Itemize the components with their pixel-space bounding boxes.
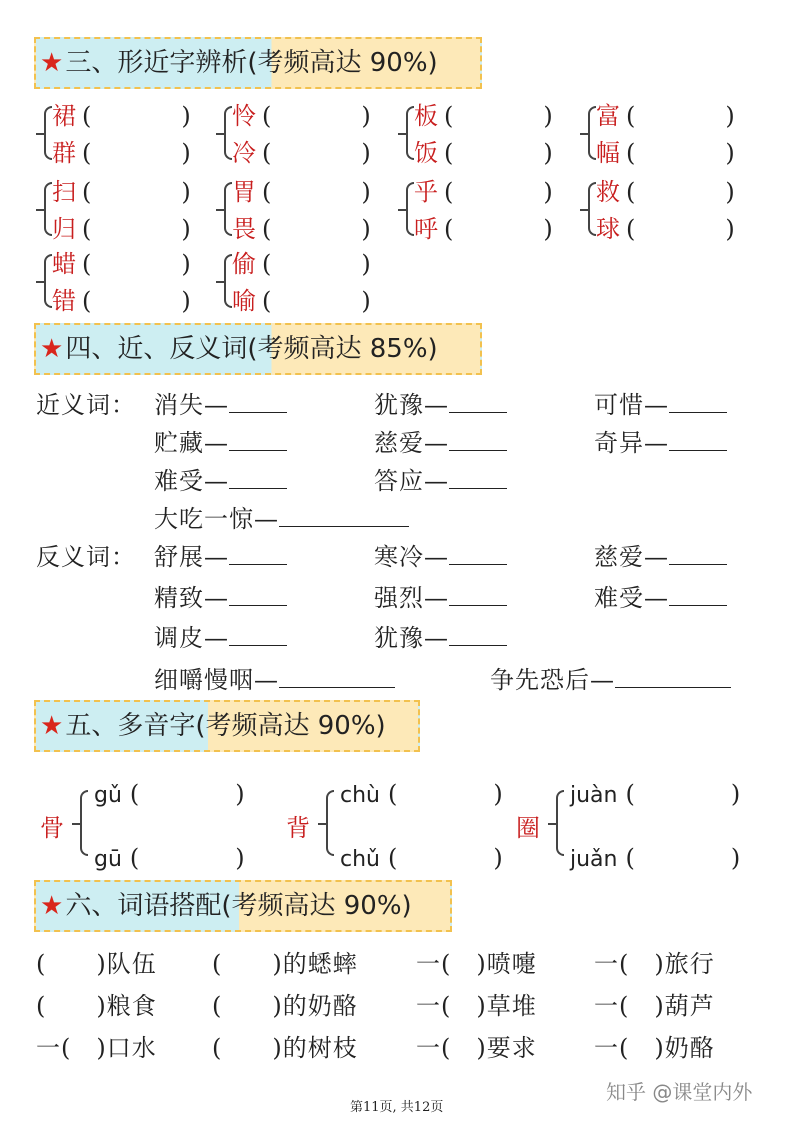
pair-brace xyxy=(44,254,52,308)
section-frequency: (考频高达 90%) xyxy=(221,891,412,921)
antonym-item xyxy=(374,537,507,572)
pair-brace xyxy=(44,182,52,236)
answer-blank xyxy=(449,623,507,646)
target-char: 畏 xyxy=(232,215,256,243)
char-pair-row xyxy=(414,96,567,131)
answer-paren: ( ) xyxy=(625,844,757,872)
char-pair-row xyxy=(232,209,385,244)
antonym-item xyxy=(154,578,287,613)
answer-blank xyxy=(279,504,409,527)
section-4-header xyxy=(34,323,482,375)
answer-blank xyxy=(449,390,507,413)
collocation-item: 一( )葫芦 xyxy=(594,992,715,1020)
answer-paren: ( ) xyxy=(262,178,385,206)
antonym-word: 难受— xyxy=(594,584,669,612)
answer-blank xyxy=(229,623,287,646)
pinyin-row xyxy=(340,774,519,809)
answer-blank xyxy=(669,390,727,413)
collocation-item: 一( )口水 xyxy=(36,1034,157,1062)
char-pair-row xyxy=(232,96,385,131)
synonym-word: 贮藏— xyxy=(154,429,229,457)
pair-brace xyxy=(406,182,414,236)
target-char: 板 xyxy=(414,102,438,130)
antonym-item xyxy=(374,578,507,613)
polyphone-brace xyxy=(80,790,88,856)
target-char: 裙 xyxy=(52,102,76,130)
answer-paren: ( ) xyxy=(129,844,261,872)
target-char: 胃 xyxy=(232,178,256,206)
target-char: 蜡 xyxy=(52,250,76,278)
section-title: 五、多音字 xyxy=(65,711,196,741)
answer-paren: ( ) xyxy=(82,215,205,243)
target-char: 喻 xyxy=(232,287,256,315)
answer-blank xyxy=(229,466,287,489)
pinyin-row xyxy=(340,838,519,873)
pinyin: chù xyxy=(340,783,380,808)
char-pair-row xyxy=(52,209,205,244)
antonym-label: 反义词： xyxy=(36,543,136,571)
char-pair-row xyxy=(52,172,205,207)
synonym-item xyxy=(154,385,287,420)
collocation-item: ( )的树枝 xyxy=(212,1034,358,1062)
star-icon: ★ xyxy=(40,48,64,78)
char-pair-row xyxy=(596,172,749,207)
answer-blank xyxy=(669,428,727,451)
star-icon: ★ xyxy=(40,334,64,364)
synonym-word: 大吃一惊— xyxy=(154,505,279,533)
synonym-word: 消失— xyxy=(154,391,229,419)
antonym-word: 舒展— xyxy=(154,543,229,571)
char-pair-row xyxy=(414,209,567,244)
pair-brace xyxy=(406,106,414,160)
synonym-word: 慈爱— xyxy=(374,429,449,457)
antonym-word: 强烈— xyxy=(374,584,449,612)
pair-brace xyxy=(224,106,232,160)
pinyin-row xyxy=(94,774,261,809)
section-3-header xyxy=(34,37,482,89)
synonym-word: 奇异— xyxy=(594,429,669,457)
synonym-item xyxy=(154,499,409,534)
section-frequency: (考频高达 90%) xyxy=(195,711,386,741)
char-pair-row xyxy=(52,96,205,131)
target-char: 呼 xyxy=(414,215,438,243)
answer-paren: ( ) xyxy=(262,102,385,130)
pair-brace xyxy=(588,182,596,236)
section-frequency: (考频高达 90%) xyxy=(247,48,438,78)
char-pair-row xyxy=(414,172,567,207)
pair-brace xyxy=(44,106,52,160)
answer-paren: ( ) xyxy=(626,215,749,243)
section-6-header xyxy=(34,880,452,932)
pinyin-row xyxy=(94,838,261,873)
target-char: 乎 xyxy=(414,178,438,206)
answer-paren: ( ) xyxy=(82,139,205,167)
answer-blank xyxy=(229,428,287,451)
antonym-word: 慈爱— xyxy=(594,543,669,571)
antonym-item xyxy=(154,660,395,695)
answer-paren: ( ) xyxy=(82,250,205,278)
char-pair-row xyxy=(52,244,205,279)
polyphone-char: 背 xyxy=(286,814,311,842)
synonym-item xyxy=(594,423,727,458)
answer-paren: ( ) xyxy=(129,780,261,808)
polyphone-brace xyxy=(326,790,334,856)
pinyin: juǎn xyxy=(570,847,618,872)
char-pair-row xyxy=(596,209,749,244)
pinyin: gū xyxy=(94,847,122,872)
answer-paren: ( ) xyxy=(626,178,749,206)
antonym-word: 细嚼慢咽— xyxy=(154,666,279,694)
answer-paren: ( ) xyxy=(82,287,205,315)
pair-brace xyxy=(588,106,596,160)
target-char: 幅 xyxy=(596,139,620,167)
char-pair-row xyxy=(232,281,385,316)
char-pair-row xyxy=(52,281,205,316)
synonym-word: 难受— xyxy=(154,467,229,495)
target-char: 归 xyxy=(52,215,76,243)
pinyin: chǔ xyxy=(340,847,380,872)
synonym-item xyxy=(154,461,287,496)
star-icon: ★ xyxy=(40,891,64,921)
char-pair-row xyxy=(414,133,567,168)
collocation-item: 一( )旅行 xyxy=(594,950,715,978)
collocation-item: 一( )草堆 xyxy=(416,992,537,1020)
answer-blank xyxy=(229,583,287,606)
answer-paren: ( ) xyxy=(444,215,567,243)
collocation-item: ( )的奶酪 xyxy=(212,992,358,1020)
antonym-word: 调皮— xyxy=(154,624,229,652)
collocation-item: 一( )奶酪 xyxy=(594,1034,715,1062)
answer-paren: ( ) xyxy=(626,102,749,130)
collocation-item: 一( )要求 xyxy=(416,1034,537,1062)
pinyin-row xyxy=(570,774,756,809)
char-pair-row xyxy=(232,244,385,279)
section-title: 六、词语搭配 xyxy=(65,891,222,921)
char-pair-row xyxy=(232,133,385,168)
answer-paren: ( ) xyxy=(444,102,567,130)
collocation-item: ( )粮食 xyxy=(36,992,157,1020)
answer-paren: ( ) xyxy=(625,780,757,808)
section-title: 四、近、反义词 xyxy=(65,334,248,364)
section-frequency: (考频高达 85%) xyxy=(247,334,438,364)
pinyin-row xyxy=(570,838,756,873)
pair-brace xyxy=(224,182,232,236)
watermark: 知乎 @课堂内外 xyxy=(606,1080,753,1104)
synonym-label: 近义词： xyxy=(36,391,136,419)
answer-blank xyxy=(449,428,507,451)
synonym-item xyxy=(374,461,507,496)
answer-blank xyxy=(229,390,287,413)
answer-paren: ( ) xyxy=(82,178,205,206)
char-pair-row xyxy=(52,133,205,168)
answer-blank xyxy=(449,466,507,489)
char-pair-row xyxy=(232,172,385,207)
star-icon: ★ xyxy=(40,711,64,741)
page-footer: 第11页, 共12页 xyxy=(350,1100,444,1115)
synonym-item xyxy=(374,385,507,420)
target-char: 群 xyxy=(52,139,76,167)
char-pair-row xyxy=(596,133,749,168)
polyphone-char: 骨 xyxy=(40,814,65,842)
answer-paren: ( ) xyxy=(444,139,567,167)
answer-blank xyxy=(669,583,727,606)
target-char: 饭 xyxy=(414,139,438,167)
collocation-item: ( )的蟋蟀 xyxy=(212,950,358,978)
antonym-word: 争先恐后— xyxy=(490,666,615,694)
answer-paren: ( ) xyxy=(387,844,519,872)
answer-paren: ( ) xyxy=(444,178,567,206)
target-char: 球 xyxy=(596,215,620,243)
antonym-item xyxy=(154,618,287,653)
target-char: 富 xyxy=(596,102,620,130)
answer-paren: ( ) xyxy=(626,139,749,167)
antonym-item xyxy=(154,537,287,572)
answer-blank xyxy=(279,665,395,688)
synonym-word: 答应— xyxy=(374,467,449,495)
synonym-item xyxy=(594,385,727,420)
polyphone-brace xyxy=(556,790,564,856)
antonym-item xyxy=(594,578,727,613)
synonym-word: 可惜— xyxy=(594,391,669,419)
section-5-header xyxy=(34,700,420,752)
antonym-item xyxy=(374,618,507,653)
answer-paren: ( ) xyxy=(262,287,385,315)
antonym-item xyxy=(594,537,727,572)
target-char: 偷 xyxy=(232,250,256,278)
answer-blank xyxy=(229,542,287,565)
pinyin: juàn xyxy=(570,783,618,808)
section-title: 三、形近字辨析 xyxy=(65,48,248,78)
answer-paren: ( ) xyxy=(262,250,385,278)
answer-paren: ( ) xyxy=(82,102,205,130)
answer-blank xyxy=(449,542,507,565)
answer-blank xyxy=(669,542,727,565)
target-char: 怜 xyxy=(232,102,256,130)
antonym-word: 犹豫— xyxy=(374,624,449,652)
answer-blank xyxy=(449,583,507,606)
pair-brace xyxy=(224,254,232,308)
collocation-item: ( )队伍 xyxy=(36,950,157,978)
polyphone-char: 圈 xyxy=(516,814,541,842)
target-char: 救 xyxy=(596,178,620,206)
char-pair-row xyxy=(596,96,749,131)
answer-paren: ( ) xyxy=(387,780,519,808)
target-char: 错 xyxy=(52,287,76,315)
pinyin: gǔ xyxy=(94,783,122,808)
synonym-word: 犹豫— xyxy=(374,391,449,419)
target-char: 扫 xyxy=(52,178,76,206)
answer-paren: ( ) xyxy=(262,215,385,243)
collocation-item: 一( )喷嚏 xyxy=(416,950,537,978)
antonym-item xyxy=(490,660,731,695)
antonym-word: 寒冷— xyxy=(374,543,449,571)
answer-paren: ( ) xyxy=(262,139,385,167)
antonym-word: 精致— xyxy=(154,584,229,612)
target-char: 冷 xyxy=(232,139,256,167)
synonym-item xyxy=(154,423,287,458)
synonym-item xyxy=(374,423,507,458)
answer-blank xyxy=(615,665,731,688)
